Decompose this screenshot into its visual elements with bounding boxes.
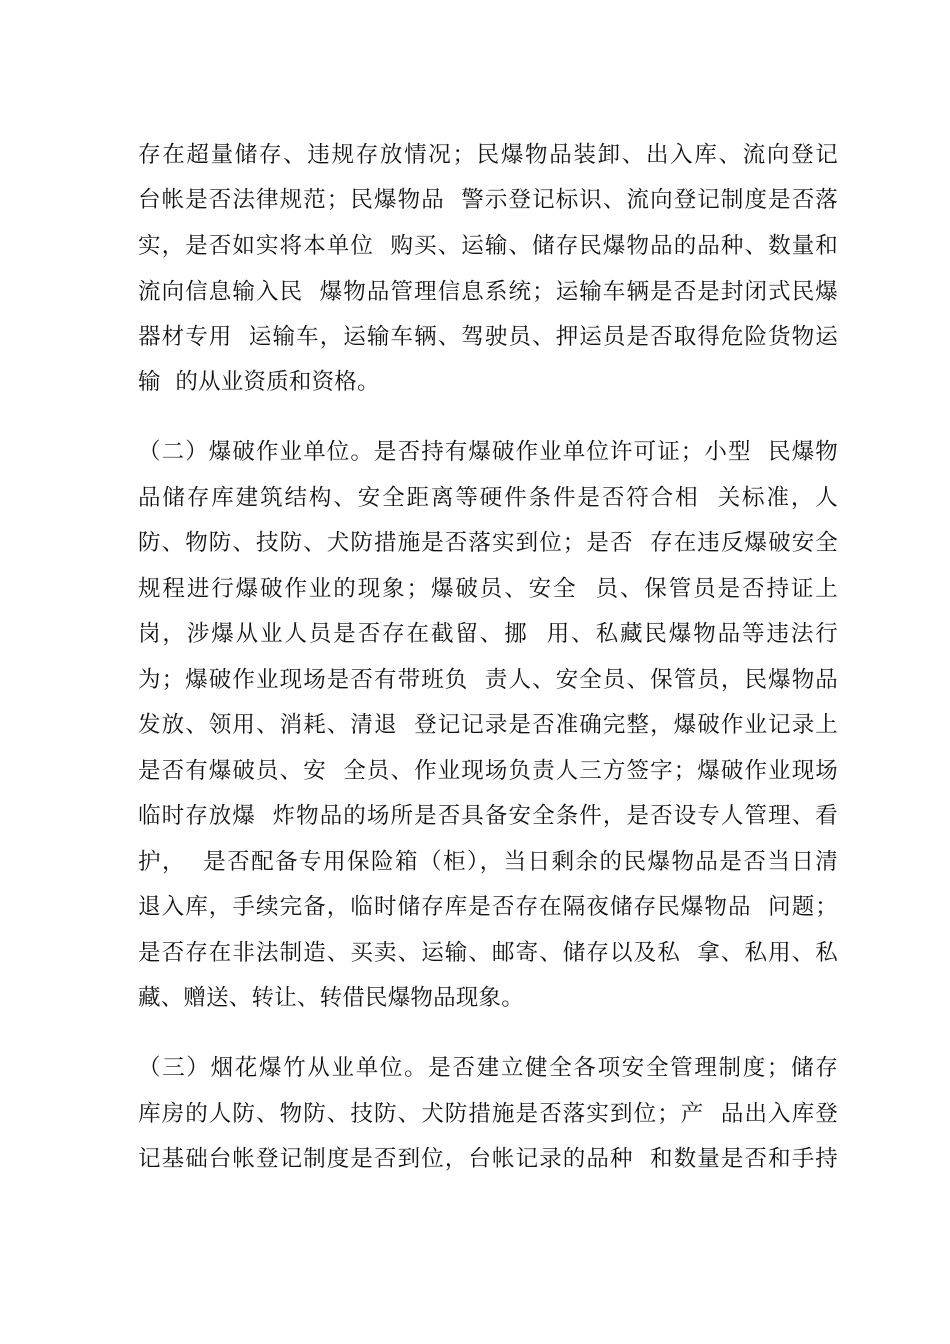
text-line: 库房的人防、物防、技防、犬防措施是否落实到位；产 品出入库登 [138,1101,838,1127]
section-heading-line: （二）爆破作业单位。是否持有爆破作业单位许可证；小型 民爆物 [138,439,838,465]
text-line: 护， 是否配备专用保险箱（柜），当日剩余的民爆物品是否当日清 [138,849,838,875]
text-line: 是否有爆破员、安 全员、作业现场负责人三方签字；爆破作业现场 [138,758,838,784]
text-line: 是否存在非法制造、买卖、运输、邮寄、储存以及私 拿、私用、私 [138,940,838,966]
text-line: 为；爆破作业现场是否有带班负 责人、安全员、保管员，民爆物品 [138,667,838,693]
text-line: 台帐是否法律规范；民爆物品 警示登记标识、流向登记制度是否落 [138,187,838,213]
text-line: 发放、领用、消耗、清退 登记记录是否准确完整，爆破作业记录上 [138,712,838,738]
section-heading-line: （三）烟花爆竹从业单位。是否建立健全各项安全管理制度；储存 [138,1055,838,1081]
text-line: 记基础台帐登记制度是否到位，台帐记录的品种 和数量是否和手持 [138,1146,838,1172]
text-line: 品储存库建筑结构、安全距离等硬件条件是否符合相 关标准，人 [138,485,838,511]
text-line: 临时存放爆 炸物品的场所是否具备安全条件，是否设专人管理、看 [138,803,838,829]
text-line: 输 的从业资质和资格。 [138,369,380,395]
text-line: 实，是否如实将本单位 购买、运输、储存民爆物品的品种、数量和 [138,233,838,259]
text-line: 藏、赠送、转让、转借民爆物品现象。 [138,985,524,1011]
text-line: 岗，涉爆从业人员是否存在截留、挪 用、私藏民爆物品等违法行 [138,621,838,647]
text-line: 防、物防、技防、犬防措施是否落实到位；是否 存在违反爆破安全 [138,530,838,556]
text-line: 退入库，手续完备，临时储存库是否存在隔夜储存民爆物品 问题； [138,894,838,920]
text-line: 存在超量储存、违规存放情况；民爆物品装卸、出入库、流向登记 [138,142,838,168]
text-line: 器材专用 运输车，运输车辆、驾驶员、押运员是否取得危险货物运 [138,324,838,350]
text-line: 流向信息输入民 爆物品管理信息系统；运输车辆是否是封闭式民爆 [138,279,838,305]
text-line: 规程进行爆破作业的现象；爆破员、安全 员、保管员是否持证上 [138,576,838,602]
